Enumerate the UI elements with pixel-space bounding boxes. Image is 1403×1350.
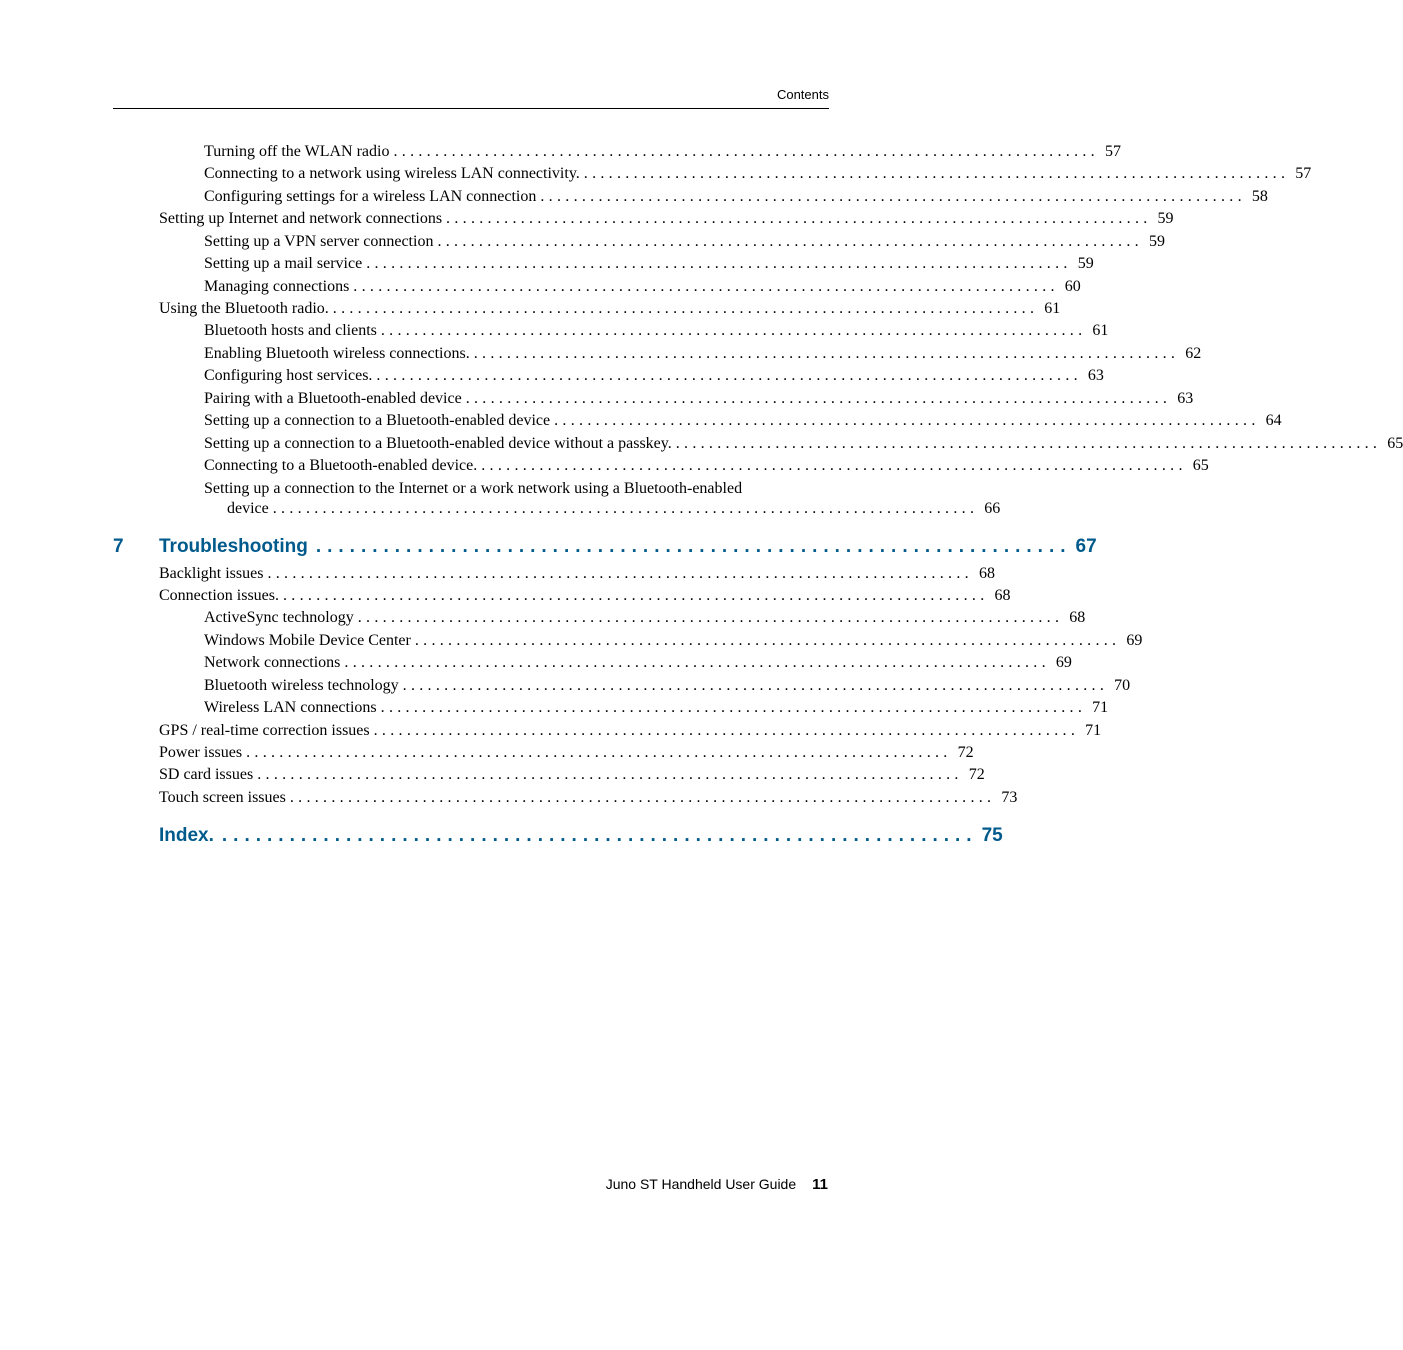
toc-entry-title: Setting up a connection to a Bluetooth-enabled device [204,412,551,429]
toc-entry[interactable] [159,587,1011,605]
dot-leader: ..................................................................................... [414,632,1121,649]
toc-entry-title: Pairing with a Bluetooth-enabled device [204,390,462,407]
dot-leader: ................................................................... [221,825,978,846]
dot-leader: ..................................................................................... [481,457,1187,474]
toc-entry-title: Enabling Bluetooth wireless connections. [204,345,470,362]
toc-entry[interactable] [204,278,1081,296]
toc-entry[interactable] [204,390,1194,408]
toc-entry-title: Touch screen issues [159,789,286,806]
toc-entry-page: 59 [1157,210,1174,227]
toc-entry-title: Configuring settings for a wireless LAN connection [204,188,537,205]
toc-entry[interactable] [159,210,1174,228]
dot-leader: ..................................................................................... [583,165,1290,182]
toc-entry-page: 58 [1251,188,1268,205]
toc-entry-title: Managing connections [204,278,350,295]
dot-leader: ..................................................................................... [283,587,989,604]
dot-leader: ..................................................................................... [446,210,1152,227]
toc-entry-title: Setting up a connection to a Bluetooth-enabled device without a passkey. [204,435,672,452]
toc-entry[interactable] [204,435,1403,453]
toc-entry-title: Using the Bluetooth radio. [159,300,329,317]
toc-entry[interactable] [204,255,1094,273]
toc-entry[interactable] [204,367,1104,385]
toc-entry[interactable] [204,165,1312,183]
toc-entry-title: Power issues [159,744,243,761]
page-number: 11 [812,1176,828,1193]
toc-entry-page: 68 [994,587,1011,604]
toc-entry-page: 65 [1192,457,1209,474]
dot-leader: ..................................................................................... [473,345,1180,362]
toc-entry-page: 68 [1069,609,1086,626]
toc-entry-page: 72 [957,744,974,761]
toc-entry[interactable] [204,188,1268,206]
toc-entry-title: ActiveSync technology [204,609,354,626]
toc-entry[interactable] [204,654,1072,672]
toc-entry-page: 57 [1104,143,1121,160]
toc-entry[interactable] [159,300,1061,318]
dot-leader: ..................................................................................... [380,699,1087,716]
chapter-title: Troubleshooting [159,536,308,557]
toc-entry-page: 69 [1126,632,1143,649]
toc-entry-title: Connecting to a Bluetooth-enabled device. [204,457,478,474]
header-rule [113,108,829,109]
toc-entry-page: 64 [1265,412,1282,429]
dot-leader: ..................................................................................... [246,744,952,761]
dot-leader: ..................................................................................... [465,390,1172,407]
toc-entry-title: Setting up a VPN server connection [204,233,434,250]
toc-entry-title: Setting up a mail service [204,255,363,272]
toc-entry[interactable] [159,722,1102,740]
toc-entry-page: 57 [1295,165,1312,182]
toc-entry[interactable] [204,322,1109,340]
dot-leader: ..................................................................................... [376,367,1082,384]
toc-entry-title: Connection issues. [159,587,279,604]
toc-entry-title: Setting up Internet and network connections [159,210,443,227]
toc-entry[interactable] [227,500,1001,518]
toc-entry-page: 61 [1092,322,1109,339]
toc-entry-title: Bluetooth hosts and clients [204,322,377,339]
dot-leader: ..................................................................................... [344,654,1050,671]
toc-entry-title: Bluetooth wireless technology [204,677,399,694]
toc-entry-page: 66 [984,500,1001,517]
page-header-label: Contents [776,87,829,102]
toc-entry-title: SD card issues [159,766,254,783]
toc-entry[interactable] [204,233,1165,251]
dot-leader: ..................................................................................... [353,278,1059,295]
toc-entry-page: 73 [1001,789,1018,806]
dot-leader: ..................................................................................... [402,677,1109,694]
toc-entry-page: 69 [1055,654,1072,671]
chapter-heading[interactable] [159,536,1097,558]
toc-entry-title: Connecting to a network using wireless LAN connectivity. [204,165,580,182]
toc-entry-page: 63 [1087,367,1104,384]
toc-entry-page: 71 [1085,722,1102,739]
toc-entry-page: 61 [1044,300,1061,317]
dot-leader: ..................................................................................... [332,300,1039,317]
toc-entry-page: 68 [978,565,995,582]
dot-leader: ..................................................................................... [289,789,996,806]
dot-leader: ..................................................................................... [272,500,979,517]
toc-entry-title: device [227,500,269,517]
toc-entry-page: 72 [968,766,985,783]
toc-entry-title: Turning off the WLAN radio [204,143,390,160]
toc-entry[interactable] [204,345,1202,363]
guide-title: Juno ST Handheld User Guide [605,1176,797,1192]
dot-leader: ..................................................................................... [554,412,1260,429]
chapter-number: 7 [113,536,124,557]
page-footer [606,1176,828,1193]
dot-leader: ..................................................................................... [357,609,1064,626]
index-heading[interactable] [159,825,1003,847]
dot-leader: ................................................................... [315,536,1072,557]
toc-entry[interactable] [204,457,1209,475]
toc-entry-title: Backlight issues [159,565,264,582]
toc-entry[interactable] [159,744,974,762]
dot-leader: ..................................................................................... [393,143,1099,160]
toc-entry[interactable] [159,565,995,583]
dot-leader: ..................................................................................... [257,766,963,783]
toc-entry-page: 59 [1077,255,1094,272]
toc-entry-title: GPS / real-time correction issues [159,722,370,739]
toc-entry-title: Wireless LAN connections [204,699,377,716]
toc-entry-page: 63 [1177,390,1194,407]
dot-leader: ..................................................................................... [380,322,1087,339]
toc-entry-page: 59 [1148,233,1165,250]
toc-entry[interactable] [204,412,1282,430]
toc-entry[interactable] [204,143,1121,161]
toc-entry[interactable] [204,609,1086,627]
dot-leader: ..................................................................................... [437,233,1143,250]
toc-entry-page: 65 [1387,435,1403,452]
dot-leader: ..................................................................................... [540,188,1246,205]
index-title: Index. [159,825,214,846]
toc-entry[interactable] [204,632,1143,650]
toc-entry-page: 71 [1092,699,1109,716]
toc-entry[interactable] [204,677,1131,695]
dot-leader: ..................................................................................... [267,565,973,582]
toc-entry-title: Configuring host services. [204,367,373,384]
toc-entry[interactable] [204,699,1109,717]
toc-entry[interactable] [159,789,1018,807]
dot-leader: ..................................................................................... [366,255,1072,272]
chapter-page: 67 [1075,536,1097,557]
toc-entry-title: Network connections [204,654,341,671]
dot-leader: ..................................................................................... [675,435,1382,452]
toc-entry-page: 62 [1185,345,1202,362]
toc-entry-title-line1[interactable]: Setting up a connection to the Internet or a work network using a Bluetooth-enabled [204,480,743,497]
toc-entry[interactable] [159,766,985,784]
toc-entry-page: 70 [1114,677,1131,694]
toc-entry-page: 60 [1064,278,1081,295]
toc-entry-title: Windows Mobile Device Center [204,632,411,649]
dot-leader: ..................................................................................... [373,722,1080,739]
index-page: 75 [981,825,1003,846]
